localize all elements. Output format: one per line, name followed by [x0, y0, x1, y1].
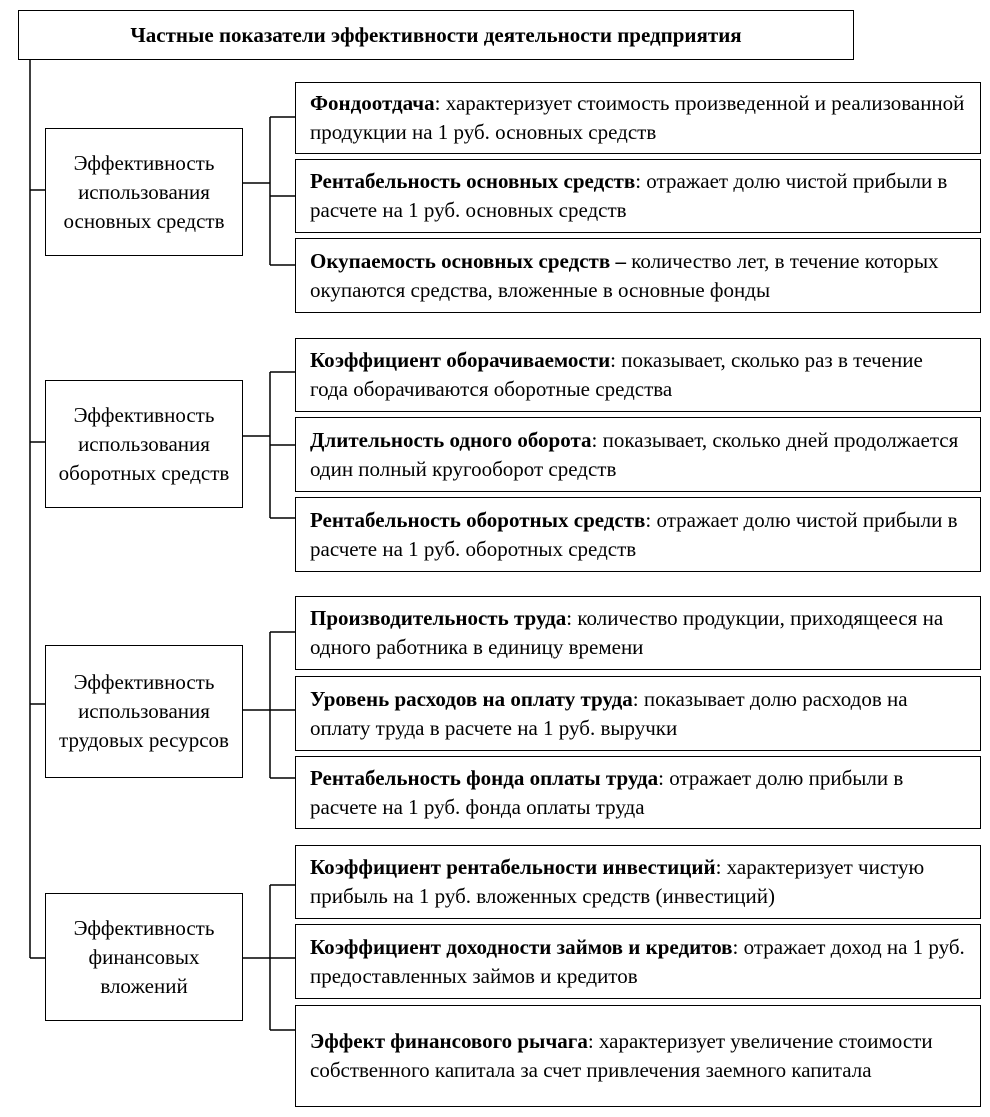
indicator-box: [295, 596, 981, 670]
indicator-text: [310, 1027, 966, 1085]
indicator-sep: :: [632, 686, 644, 711]
indicator-box: [295, 497, 981, 572]
indicator-box: [295, 238, 981, 313]
indicator-text: [310, 685, 966, 743]
indicator-box: [295, 82, 981, 154]
indicator-sep: :: [566, 606, 578, 630]
indicator-box: [295, 676, 981, 751]
indicator-box: [295, 756, 981, 829]
indicator-desc: отражает доход на 1 руб. предоставленных займов и кредитов: [310, 934, 965, 988]
category-fixed-assets: [45, 128, 243, 256]
category-working-capital: [45, 380, 243, 508]
indicator-desc: показывает долю расходов на оплату труда в расчете на 1 руб. выручки: [310, 686, 908, 740]
indicator-desc: показывает, сколько раз в течение года оборачиваются оборотные средства: [310, 348, 923, 401]
indicator-box: [295, 845, 981, 919]
indicator-sep: :: [610, 348, 622, 372]
indicator-sep: :: [715, 855, 727, 879]
indicator-sep: :: [434, 91, 446, 115]
diagram-title: Частные показатели эффективности деятельности предприятия: [18, 10, 854, 60]
category-labor-resources: [45, 645, 243, 778]
indicator-desc: отражает долю чистой прибыли в расчете на 1 руб. основных средств: [310, 169, 948, 222]
category-label: Эффективность использования основных средств: [63, 150, 225, 233]
indicator-text: [310, 604, 966, 662]
indicator-term: Коэффициент рентабельности инвестиций: [310, 855, 716, 879]
indicator-term: Производительность труда: [310, 606, 567, 630]
indicator-term: Окупаемость основных средств –: [310, 248, 626, 273]
indicator-term: Рентабельность основных средств: [310, 169, 636, 193]
indicator-term: Рентабельность фонда оплаты труда: [310, 765, 659, 790]
indicator-sep: :: [587, 1029, 599, 1053]
indicator-sep: :: [635, 169, 647, 193]
indicator-text: [310, 764, 966, 822]
indicator-text: [310, 426, 966, 484]
indicator-text: [310, 506, 966, 564]
category-label: Эффективность финансовых вложений: [73, 915, 215, 998]
indicator-text: [310, 167, 966, 225]
indicator-term: Эффект финансового рычага: [310, 1029, 588, 1053]
indicator-text: [310, 346, 966, 404]
category-label: Эффективность использования оборотных средств: [58, 402, 230, 485]
indicator-box: [295, 338, 981, 412]
indicator-sep: :: [732, 934, 744, 959]
indicator-sep: :: [658, 765, 670, 790]
indicator-sep: :: [591, 427, 603, 452]
indicator-term: Длительность одного оборота: [310, 427, 592, 452]
indicator-sep: :: [645, 507, 657, 532]
indicator-desc: характеризует стоимость произведенной и реализованной продукции на 1 руб. основных средств: [310, 91, 965, 144]
category-financial-investments: [45, 893, 243, 1021]
indicator-term: Уровень расходов на оплату труда: [310, 686, 633, 711]
indicator-text: [310, 89, 966, 147]
indicator-box: [295, 417, 981, 492]
indicator-term: Коэффициент оборачиваемости: [310, 348, 611, 372]
indicator-desc: характеризует увеличение стоимости собственного капитала за счет привлечения заемного капитала: [310, 1029, 933, 1082]
indicator-desc: отражает долю прибыли в расчете на 1 руб. фонда оплаты труда: [310, 765, 904, 819]
indicator-box: [295, 1005, 981, 1107]
indicator-term: Фондоотдача: [310, 91, 435, 115]
indicator-term: Рентабельность оборотных средств: [310, 507, 646, 532]
indicator-text: [310, 933, 966, 991]
indicator-desc: количество лет, в течение которых окупаются средства, вложенные в основные фонды: [310, 248, 939, 302]
indicator-desc: отражает долю чистой прибыли в расчете на 1 руб. оборотных средств: [310, 507, 958, 561]
indicator-text: [310, 247, 966, 305]
indicator-text: [310, 853, 966, 911]
indicator-term: Коэффициент доходности займов и кредитов: [310, 934, 733, 959]
indicator-box: [295, 924, 981, 999]
indicator-box: [295, 159, 981, 233]
indicator-desc: количество продукции, приходящееся на одного работника в единицу времени: [310, 606, 944, 659]
indicator-desc: характеризует чистую прибыль на 1 руб. вложенных средств (инвестиций): [310, 855, 925, 908]
indicator-desc: показывает, сколько дней продолжается один полный кругооборот средств: [310, 427, 959, 481]
category-label: Эффективность использования трудовых ресурсов: [59, 670, 229, 752]
